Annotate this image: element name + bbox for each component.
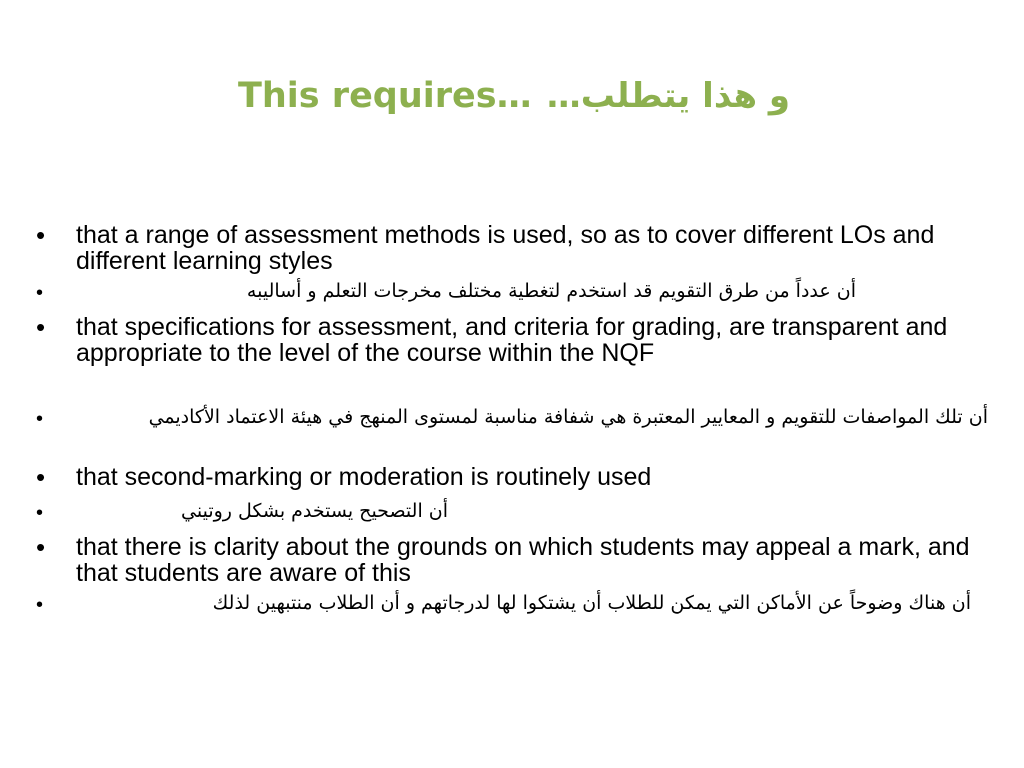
list-item [34,406,988,464]
list-item [34,222,984,280]
bullet-text-english: that specifications for assessment, and criteria for grading, are transparent and appropriate to the level of the course within the NQF [76,313,948,367]
bullet-dot: • [36,502,44,524]
bullet-list [34,220,988,652]
bullet-text-arabic: أن عدداً من طرق التقويم قد استخدم لتغطية مختلف مخرجات التعلم و أساليبه [246,280,856,302]
bullet-text-arabic: أن التصحيح يستخدم بشكل روتيني [181,500,448,522]
bullet-text-english: that a range of assessment methods is used, so as to cover different LOs and different learning styles [76,221,935,275]
bullet-dot: • [36,462,46,492]
bullet-dot: • [36,312,46,342]
bullet-dot: • [36,532,46,562]
slide-title [0,70,1024,130]
list-item [34,534,984,592]
bullet-text-arabic: أن هناك وضوحاً عن الأماكن التي يمكن للطلاب أن يشتكوا لها لدرجاتهم و أن الطلاب منتبهين لذلك [212,592,971,614]
bullet-text-english: that there is clarity about the grounds on which students may appeal a mark, and that students are aware of this [76,533,970,587]
list-item [34,280,856,314]
bullet-dot: • [36,220,46,250]
bullet-text-arabic: أن تلك المواصفات للتقويم و المعايير المعتبرة هي شفافة مناسبة لمستوى المنهج في هيئة الاعتماد الأكاديمي [148,406,988,428]
list-item [34,500,448,534]
bullet-dot: • [36,282,44,304]
list-item [34,314,984,406]
title-arabic: و هذا يتطلب… [546,76,790,116]
bullet-text-english: that second-marking or moderation is routinely used [76,463,652,491]
list-item [34,464,984,500]
bullet-dot: • [36,594,44,616]
title-english: This requires… [238,76,532,116]
bullet-dot: • [36,408,44,430]
list-item [34,592,971,652]
